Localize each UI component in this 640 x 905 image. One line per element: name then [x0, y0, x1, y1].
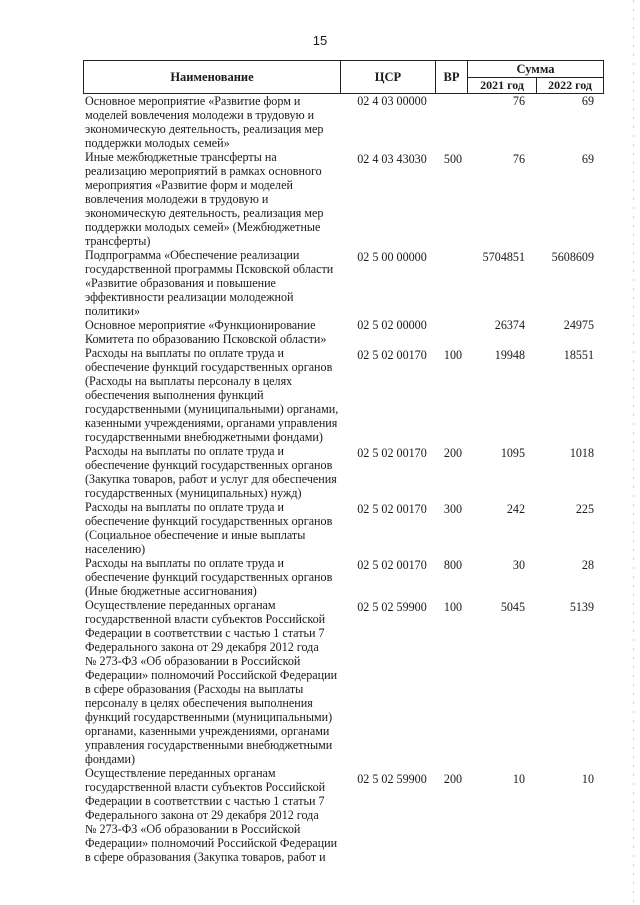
table-row: [0, 444, 640, 500]
row-sum-2022: 69: [581, 152, 594, 166]
row-name: Расходы на выплаты по оплате труда и обеспечение функций государственных органов (Социальное обеспечение и иные выплаты населению): [85, 500, 333, 556]
row-csr: 02 5 02 59900: [357, 772, 427, 786]
row-name: Основное мероприятие «Развитие форм и моделей вовлечения молодежи в трудовую и экономическую деятельность, реализация мер поддержки молодых семей»: [85, 94, 324, 150]
row-name: Основное мероприятие «Функционирование Комитета по образованию Псковской области»: [85, 318, 327, 346]
header-csr: ЦСР: [340, 60, 436, 94]
row-sum-2021: 30: [512, 558, 525, 572]
row-csr: 02 5 00 00000: [357, 250, 427, 264]
row-sum-2021: 76: [512, 152, 525, 166]
row-csr: 02 5 02 00170: [357, 348, 427, 362]
row-vr: 100: [443, 600, 463, 614]
row-csr: 02 4 03 43030: [357, 152, 427, 166]
row-csr: 02 5 02 00000: [357, 318, 427, 332]
row-name: Иные межбюджетные трансферты на реализацию мероприятий в рамках основного мероприятия «Развитие форм и моделей вовлечения молодежи в трудовую и экономическую деятельность, реализация мер поддержки молодых семей» (Межбюджетные трансферты): [85, 150, 324, 248]
table-header: [83, 60, 604, 94]
table-body: [0, 94, 640, 866]
row-sum-2021: 5045: [500, 600, 525, 614]
row-sum-2022: 28: [581, 558, 594, 572]
row-sum-2022: 5139: [569, 600, 594, 614]
row-name: Расходы на выплаты по оплате труда и обеспечение функций государственных органов (Иные бюджетные ассигнования): [85, 556, 333, 598]
table-row: [0, 598, 640, 766]
row-sum-2022: 69: [581, 94, 594, 108]
row-vr: 200: [443, 446, 463, 460]
row-sum-2021: 76: [512, 94, 525, 108]
row-name: Подпрограмма «Обеспечение реализации государственной программы Псковской области «Развитие образования и повышение эффективности реализации молодежной политики»: [85, 248, 334, 318]
row-vr: 800: [443, 558, 463, 572]
row-sum-2022: 18551: [563, 348, 594, 362]
row-name: Расходы на выплаты по оплате труда и обеспечение функций государственных органов (Закупка товаров, работ и услуг для обеспечения государственных (муниципальных) нужд): [85, 444, 337, 500]
table-row: [0, 318, 640, 346]
row-csr: 02 5 02 00170: [357, 502, 427, 516]
table-row: [0, 500, 640, 556]
row-sum-2021: 1095: [500, 446, 525, 460]
row-vr: 100: [443, 348, 463, 362]
row-vr: 200: [443, 772, 463, 786]
row-vr: 300: [443, 502, 463, 516]
table-row: [0, 346, 640, 444]
header-year-2022: 2022 год: [536, 77, 604, 94]
row-sum-2021: 19948: [494, 348, 525, 362]
row-csr: 02 5 02 59900: [357, 600, 427, 614]
header-name: Наименование: [83, 60, 341, 94]
row-sum-2022: 24975: [563, 318, 594, 332]
row-csr: 02 4 03 00000: [357, 94, 427, 108]
row-name: Осуществление переданных органам государственной власти субъектов Российской Федерации в соответствии с частью 1 статьи 7 Федерального закона от 29 декабря 2012 года № 273-ФЗ «Об образовании в Российской Федерации» полномочий Российской Федерации в сфере образования (Закупка товаров, работ и: [85, 766, 338, 864]
row-sum-2022: 5608609: [551, 250, 594, 264]
row-sum-2021: 10: [512, 772, 525, 786]
header-vr: ВР: [435, 60, 468, 94]
row-sum-2021: 242: [506, 502, 525, 516]
row-vr: 500: [443, 152, 463, 166]
scan-margin-artifact: [633, 0, 634, 905]
row-sum-2021: 5704851: [482, 250, 525, 264]
row-name: Расходы на выплаты по оплате труда и обеспечение функций государственных органов (Расходы на выплаты персоналу в целях обеспечения выполнения функций государственными (муниципальными) органами, казенными учреждениями, органами управления государственными внебюджетными фондами): [85, 346, 339, 444]
row-name: Осуществление переданных органам государственной власти субъектов Российской Федерации в соответствии с частью 1 статьи 7 Федерального закона от 29 декабря 2012 года № 273-ФЗ «Об образовании в Российской Федерации» полномочий Российской Федерации в сфере образования (Расходы на выплаты персоналу в целях обеспечения выполнения функций государственными (муниципальными) органами, казенными учреждениями, органами управления государственными внебюджетными фондами): [85, 598, 338, 766]
row-csr: 02 5 02 00170: [357, 558, 427, 572]
table-row: [0, 556, 640, 598]
page-number: 15: [312, 33, 328, 48]
table-row: [0, 94, 640, 150]
row-sum-2022: 1018: [569, 446, 594, 460]
row-sum-2021: 26374: [494, 318, 525, 332]
table-row: [0, 150, 640, 248]
table-row: [0, 248, 640, 318]
row-csr: 02 5 02 00170: [357, 446, 427, 460]
row-sum-2022: 10: [581, 772, 594, 786]
header-year-2021: 2021 год: [467, 77, 537, 94]
row-sum-2022: 225: [575, 502, 594, 516]
header-sum: Сумма: [467, 60, 604, 78]
table-row: [0, 766, 640, 866]
